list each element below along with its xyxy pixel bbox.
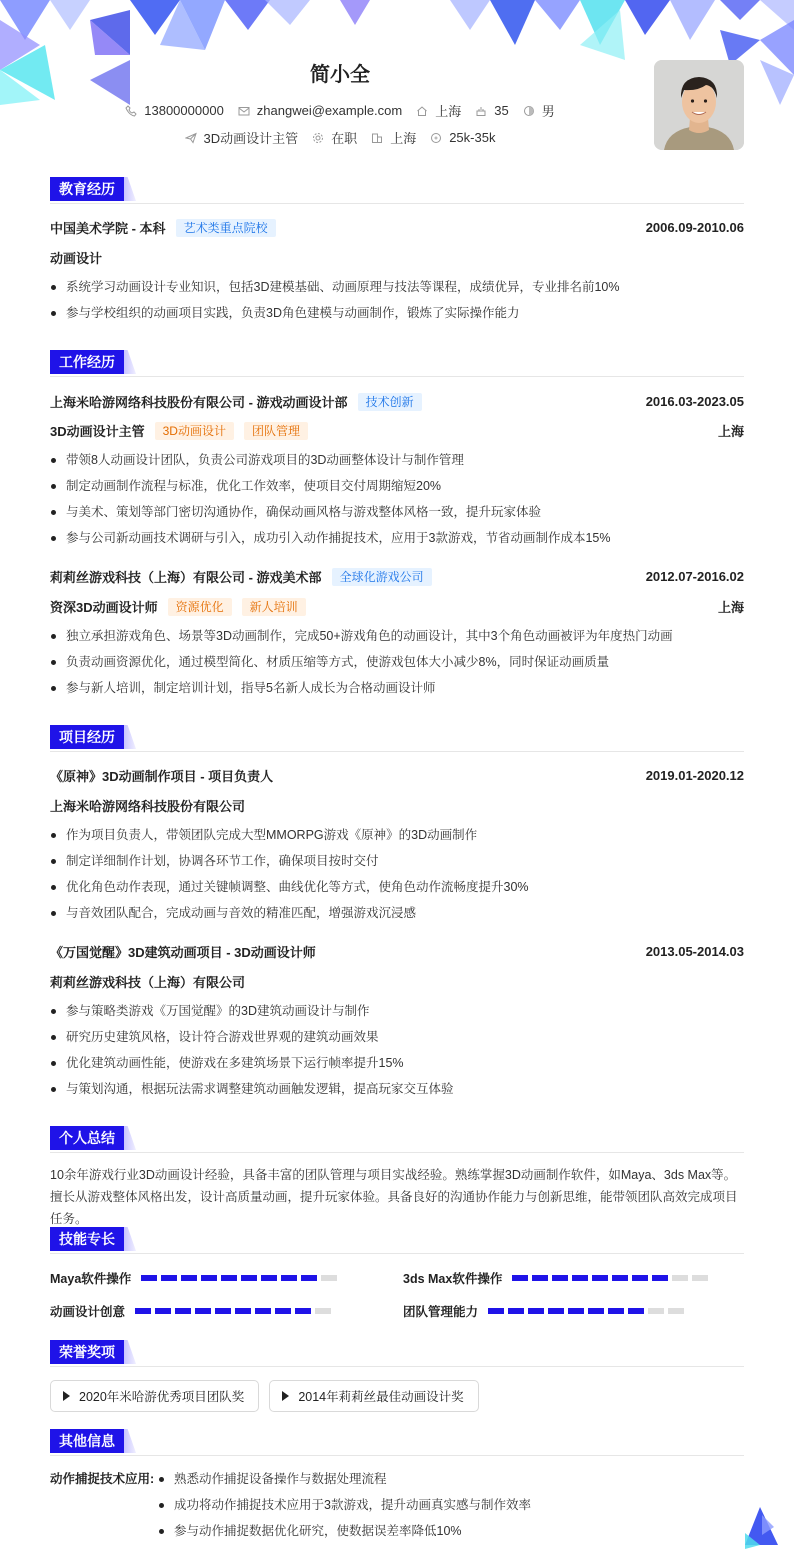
- skill-segment-filled: [488, 1308, 504, 1314]
- award-text: 2014年莉莉丝最佳动画设计奖: [298, 1390, 464, 1404]
- skill-segment-filled: [201, 1275, 217, 1281]
- job-role: 3D动画设计主管: [50, 424, 145, 439]
- skill-segment-filled: [508, 1308, 524, 1314]
- job-role: 资深3D动画设计师: [50, 600, 158, 615]
- salary-info: [430, 130, 495, 145]
- skill-name: 3ds Max软件操作: [403, 1272, 503, 1286]
- list-item: 参与策略类游戏《万国觉醒》的3D建筑动画设计与制作: [50, 998, 744, 1024]
- job-header-row: [50, 567, 744, 586]
- section-title-summary: 个人总结: [50, 1126, 124, 1150]
- section-divider: [50, 203, 744, 204]
- project-bullets: [50, 822, 744, 926]
- position-text: 3D动画设计主管: [203, 131, 299, 146]
- skill-segment-filled: [532, 1275, 548, 1281]
- list-item: 成功将动作捕捉技术应用于3款游戏，提升动画真实感与制作效率: [158, 1492, 531, 1518]
- candidate-name: 简小全: [310, 64, 370, 86]
- skill-segment-filled: [135, 1308, 151, 1314]
- skill-segment-filled: [628, 1308, 644, 1314]
- job-info-row: [0, 128, 680, 147]
- education-major-row: [50, 248, 744, 267]
- skill-segment-filled: [215, 1308, 231, 1314]
- job-period: 2016.03-2023.05: [645, 394, 744, 409]
- award-text: 2020年米哈游优秀项目团队奖: [79, 1390, 245, 1404]
- section-divider: [50, 751, 744, 752]
- skill-segment-filled: [141, 1275, 157, 1281]
- section-title-projects: 项目经历: [50, 725, 124, 749]
- job-role-row: [50, 597, 744, 616]
- skill-segment-filled: [195, 1308, 211, 1314]
- cake-icon: [475, 105, 487, 117]
- status-text: 在职: [331, 131, 358, 146]
- skill-segment-empty: [321, 1275, 337, 1281]
- job-city: 上海: [717, 424, 744, 439]
- skill-segment-filled: [161, 1275, 177, 1281]
- skill-name: Maya软件操作: [50, 1272, 132, 1286]
- job-tag: 3D动画设计: [155, 422, 234, 440]
- project-bullets: [50, 998, 744, 1102]
- skill-segment-filled: [235, 1308, 251, 1314]
- section-divider: [50, 1152, 744, 1153]
- paper-plane-icon: [185, 132, 197, 144]
- skill-item: [403, 1302, 688, 1320]
- project-header-row: [50, 942, 744, 961]
- section-title-skills: 技能专长: [50, 1227, 124, 1251]
- skill-segment-filled: [612, 1275, 628, 1281]
- city-text: 上海: [435, 104, 462, 119]
- skill-level-bar: [141, 1275, 341, 1281]
- target-city-text: 上海: [390, 131, 417, 146]
- job-bullets: [50, 623, 744, 701]
- skill-segment-filled: [275, 1308, 291, 1314]
- skill-segment-filled: [512, 1275, 528, 1281]
- section-title-honors: 荣誉奖项: [50, 1340, 124, 1364]
- company-badge: 技术创新: [358, 393, 422, 411]
- other-bullets: [158, 1466, 531, 1544]
- award-item: [269, 1380, 478, 1412]
- section-other: [50, 1429, 744, 1453]
- skill-segment-filled: [568, 1308, 584, 1314]
- section-title-work: 工作经历: [50, 350, 124, 374]
- coin-icon: [430, 132, 442, 144]
- skill-item: [403, 1269, 712, 1287]
- job-tag: 新人培训: [242, 598, 306, 616]
- list-item: 参与学校组织的动画项目实践，负责3D角色建模与动画制作，锻炼了实际操作能力: [50, 300, 744, 326]
- list-item: 优化角色动作表现，通过关键帧调整、曲线优化等方式，使角色动作流畅度提升30%: [50, 874, 744, 900]
- email-info: [238, 103, 402, 118]
- list-item: 优化建筑动画性能，使游戏在多建筑场景下运行帧率提升15%: [50, 1050, 744, 1076]
- status-info: [312, 128, 357, 147]
- list-item: 熟悉动作捕捉设备操作与数据处理流程: [158, 1466, 531, 1492]
- skill-segment-empty: [315, 1308, 331, 1314]
- education-period: 2006.09-2010.06: [645, 220, 744, 235]
- section-divider: [50, 1253, 744, 1254]
- list-item: 参与动作捕捉数据优化研究，使数据误差率降低10%: [158, 1518, 531, 1544]
- project-period: 2013.05-2014.03: [645, 944, 744, 959]
- list-item: 制定详细制作计划，协调各环节工作，确保项目按时交付: [50, 848, 744, 874]
- skill-segment-filled: [241, 1275, 257, 1281]
- major-name: 动画设计: [50, 251, 103, 266]
- target-city-info: [371, 128, 416, 147]
- school-name: 中国美术学院 - 本科: [50, 221, 166, 236]
- home-icon: [416, 105, 428, 117]
- position-info: [185, 128, 299, 147]
- skill-level-bar: [512, 1275, 712, 1281]
- gender-info: [523, 101, 555, 120]
- age-info: [475, 103, 508, 118]
- section-honors: [50, 1340, 744, 1364]
- building-icon: [371, 132, 383, 144]
- skill-segment-filled: [295, 1308, 311, 1314]
- skill-segment-filled: [592, 1275, 608, 1281]
- skill-segment-filled: [221, 1275, 237, 1281]
- skill-item: [50, 1269, 341, 1287]
- company-name: 莉莉丝游戏科技（上海）有限公司 - 游戏美术部: [50, 570, 322, 585]
- section-title-education: 教育经历: [50, 177, 124, 201]
- job-period: 2012.07-2016.02: [645, 569, 744, 584]
- email-text: zhangwei@example.com: [256, 103, 403, 118]
- skill-name: 团队管理能力: [403, 1305, 479, 1319]
- section-skills: [50, 1227, 744, 1251]
- project-name: 《原神》3D动画制作项目 - 项目负责人: [50, 769, 274, 784]
- project-header-row: [50, 766, 744, 785]
- skill-segment-filled: [652, 1275, 668, 1281]
- company-badge: 全球化游戏公司: [332, 568, 432, 586]
- project-company: 上海米哈游网络科技股份有限公司: [50, 799, 246, 814]
- job-header-row: [50, 392, 744, 411]
- gender-icon: [523, 105, 535, 117]
- skill-name: 动画设计创意: [50, 1305, 126, 1319]
- age-text: 35: [494, 103, 509, 118]
- play-icon: [63, 1391, 70, 1401]
- phone-icon: [125, 105, 137, 117]
- city-info: [416, 101, 461, 120]
- play-icon: [282, 1391, 289, 1401]
- list-item: 与美术、策划等部门密切沟通协作，确保动画风格与游戏整体风格一致，提升玩家体验: [50, 499, 744, 525]
- list-item: 带领8人动画设计团队，负责公司游戏项目的3D动画整体设计与制作管理: [50, 447, 744, 473]
- section-title-other: 其他信息: [50, 1429, 124, 1453]
- project-company-row: [50, 972, 744, 991]
- profile-photo: [654, 60, 744, 150]
- resume-header: [0, 0, 794, 170]
- list-item: 制定动画制作流程与标准，优化工作效率，使项目交付周期缩短20%: [50, 473, 744, 499]
- mail-icon: [238, 105, 250, 117]
- skill-segment-empty: [668, 1308, 684, 1314]
- skill-segment-empty: [648, 1308, 664, 1314]
- school-badge: 艺术类重点院校: [176, 219, 276, 237]
- skill-segment-filled: [261, 1275, 277, 1281]
- award-item: [50, 1380, 259, 1412]
- section-projects: [50, 725, 744, 749]
- project-company-row: [50, 796, 744, 815]
- company-name: 上海米哈游网络科技股份有限公司 - 游戏动画设计部: [50, 395, 348, 410]
- skill-level-bar: [488, 1308, 688, 1314]
- salary-text: 25k-35k: [449, 130, 496, 145]
- job-bullets: [50, 447, 744, 551]
- section-divider: [50, 1455, 744, 1456]
- job-city: 上海: [717, 600, 744, 615]
- list-item: 系统学习动画设计专业知识，包括3D建模基础、动画原理与技法等课程，成绩优异，专业排名前10%: [50, 274, 744, 300]
- list-item: 参与公司新动画技术调研与引入，成功引入动作捕捉技术，应用于3款游戏，节省动画制作成本15%: [50, 525, 744, 551]
- contact-info-row: [0, 101, 680, 120]
- other-label: 动作捕捉技术应用:: [50, 1472, 155, 1486]
- job-tag: 团队管理: [244, 422, 308, 440]
- section-work: [50, 350, 744, 374]
- skill-segment-filled: [572, 1275, 588, 1281]
- list-item: 研究历史建筑风格，设计符合游戏世界观的建筑动画效果: [50, 1024, 744, 1050]
- job-tag: 资源优化: [168, 598, 232, 616]
- list-item: 与音效团队配合，完成动画与音效的精准匹配，增强游戏沉浸感: [50, 900, 744, 926]
- list-item: 参与新人培训，制定培训计划，指导5名新人成长为合格动画设计师: [50, 675, 744, 701]
- section-divider: [50, 1366, 744, 1367]
- gender-text: 男: [541, 104, 555, 119]
- gear-icon: [312, 132, 324, 144]
- phone-text: 13800000000: [144, 103, 224, 118]
- skill-item: [50, 1302, 335, 1320]
- list-item: 独立承担游戏角色、场景等3D动画制作，完成50+游戏角色的动画设计，其中3个角色动画被评为年度热门动画: [50, 623, 744, 649]
- skill-segment-filled: [281, 1275, 297, 1281]
- skill-segment-empty: [692, 1275, 708, 1281]
- section-summary: [50, 1126, 744, 1150]
- phone-info: [125, 103, 224, 118]
- project-name: 《万国觉醒》3D建筑动画项目 - 3D动画设计师: [50, 945, 316, 960]
- skill-segment-filled: [528, 1308, 544, 1314]
- project-period: 2019.01-2020.12: [645, 768, 744, 783]
- skill-segment-filled: [632, 1275, 648, 1281]
- skill-segment-filled: [255, 1308, 271, 1314]
- project-company: 莉莉丝游戏科技（上海）有限公司: [50, 975, 246, 990]
- skill-segment-filled: [155, 1308, 171, 1314]
- skill-segment-filled: [175, 1308, 191, 1314]
- list-item: 作为项目负责人，带领团队完成大型MMORPG游戏《原神》的3D动画制作: [50, 822, 744, 848]
- list-item: 与策划沟通，根据玩法需求调整建筑动画触发逻辑，提高玩家交互体验: [50, 1076, 744, 1102]
- skill-segment-filled: [301, 1275, 317, 1281]
- section-divider: [50, 376, 744, 377]
- job-role-row: [50, 421, 744, 440]
- corner-decoration: [740, 1505, 780, 1550]
- skill-segment-filled: [608, 1308, 624, 1314]
- skill-segment-filled: [588, 1308, 604, 1314]
- education-bullets: [50, 274, 744, 326]
- summary-text: 10余年游戏行业3D动画设计经验，具备丰富的团队管理与项目实战经验。熟练掌握3D动画制作软件，如Maya、3ds Max等。擅长从游戏整体风格出发，设计高质量动画，提升玩家体验。具备良好的沟通协作能力与创新思维，能带领团队高效完成项目任务。: [50, 1168, 738, 1226]
- education-header-row: [50, 218, 744, 237]
- skill-segment-filled: [552, 1275, 568, 1281]
- skill-level-bar: [135, 1308, 335, 1314]
- awards-list: [50, 1380, 489, 1412]
- skill-segment-empty: [672, 1275, 688, 1281]
- skill-segment-filled: [548, 1308, 564, 1314]
- list-item: 负责动画资源优化，通过模型简化、材质压缩等方式，使游戏包体大小减少8%，同时保证动画质量: [50, 649, 744, 675]
- skill-segment-filled: [181, 1275, 197, 1281]
- section-education: [50, 177, 744, 201]
